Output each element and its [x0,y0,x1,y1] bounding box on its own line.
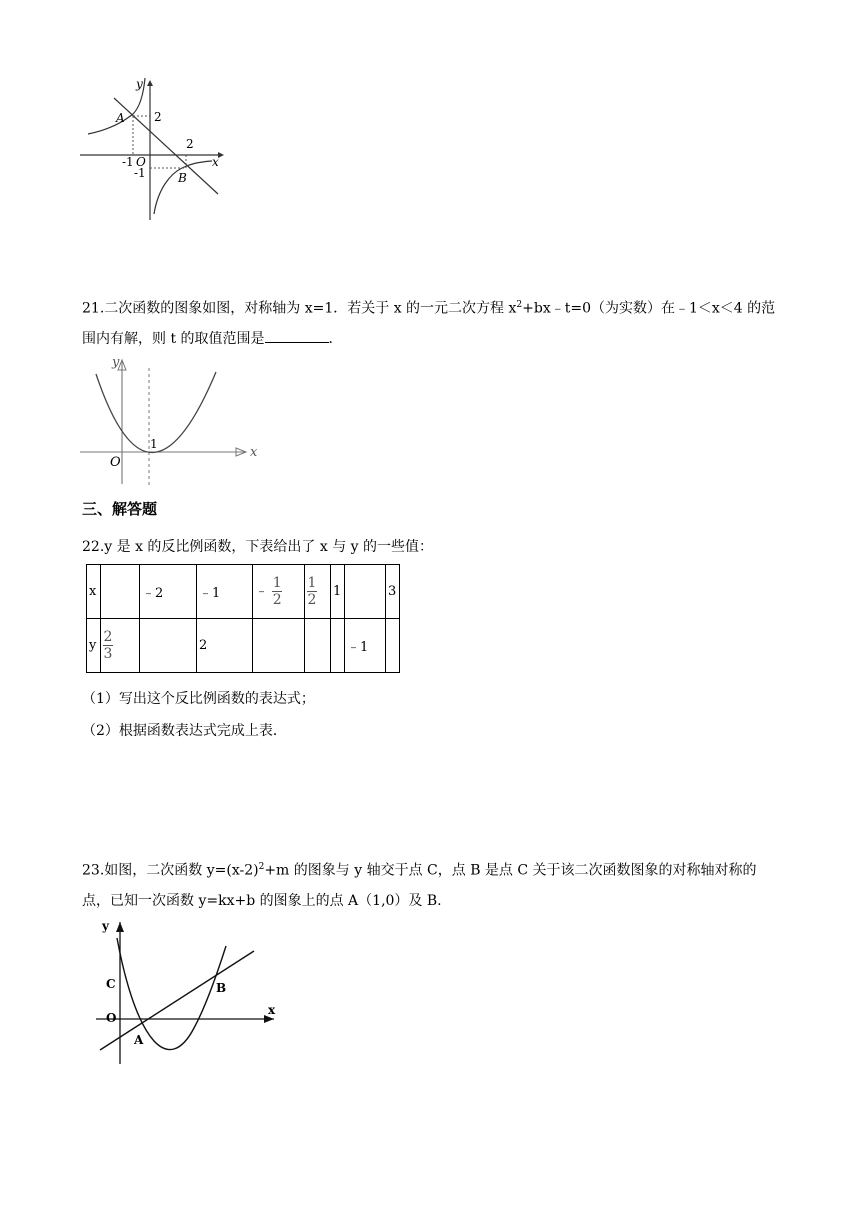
point-b-label: B [178,171,187,185]
cell-y-4[interactable] [253,619,305,673]
origin-label: O [106,1011,117,1025]
figure-parabola-q21 [78,352,268,492]
question-22-intro: 22.y 是 x 的反比例函数，下表给出了 x 与 y 的一些值： [82,539,434,555]
cell-y-3: 2 [197,619,253,673]
row-x-label: x [87,565,101,619]
row-y-label [87,619,101,673]
cell-y-6[interactable] [331,619,345,673]
y-axis-arrow [116,922,124,932]
fraction-num: 2 [103,629,113,645]
point-c-label: C [106,977,116,991]
figure-hyperbola-line [78,74,228,222]
question-21 [82,290,782,354]
cell-x-7[interactable] [345,565,386,619]
x-axis-label: x [212,155,219,169]
fraction-den: 2 [272,592,282,608]
cell-x-4 [253,565,305,619]
tick-2-x: 2 [186,137,194,151]
fraction-den: 3 [103,646,113,662]
tick-2-y: 2 [154,110,162,124]
q22-item-2: （2）根据函数表达式完成上表． [82,723,287,739]
fraction-one-half [272,576,282,607]
tick-1-label: 1 [150,437,158,451]
x-axis-label: x [268,1003,276,1017]
q22-item-1: （1）写出这个反比例函数的表达式； [82,691,315,707]
q21-text-3: ． [328,330,343,347]
q23-sup: 2 [258,862,265,872]
y-axis-label: y [112,355,120,370]
q23-text-2: +m 的图象与 y 轴交于点 C，点 B 是点 C 关于该二次函数图象的对称轴对称的点，已知一次函数 y=kx+b 的图象上的点 A（1,0）及 B. [82,862,757,909]
cell-y-2[interactable] [140,619,197,673]
point-a-label: A [134,1033,144,1047]
cell-y-8[interactable] [386,619,400,673]
origin-label: O [136,155,146,169]
tick-neg1-y: -1 [134,166,146,180]
point-a-label: A [116,111,125,125]
table-row-y [87,619,400,673]
x-axis-label: x [250,445,258,460]
q21-answer-blank[interactable] [265,328,329,343]
fraction-num: 1 [307,575,317,591]
y-axis-label: y [102,919,109,933]
y-axis-label: y [136,77,143,91]
cell-y-5[interactable] [305,619,331,673]
table-row-x [87,565,400,619]
question-23 [82,852,782,916]
cell-x-6: 1 [331,565,345,619]
minus-sign: ﹣ [255,584,269,599]
point-b-label: B [216,981,227,995]
section-heading: 三、解答题 [82,500,158,518]
fraction-two-thirds [103,630,113,661]
fraction-one-half [307,576,317,607]
fraction-den: 2 [307,592,317,608]
cell-x-2: ﹣2 [140,565,197,619]
xy-values-table [86,564,400,673]
cell-y-1 [101,619,140,673]
fraction-num: 1 [272,575,282,591]
cell-x-1[interactable] [101,565,140,619]
q21-sup: 2 [516,300,523,310]
q21-text-2: +bx﹣t=0（为实数）在﹣1＜x＜4 的范围内有解，则 t 的取值范围是 [82,300,776,347]
origin-label: O [110,455,121,470]
cell-x-5 [305,565,331,619]
straight-line [114,98,218,194]
cell-x-8: 3 [386,565,400,619]
q23-text-1: 23.如图，二次函数 y=(x-2) [82,862,259,879]
cell-y-7: ﹣1 [345,619,386,673]
row-y-label-text: y [89,638,97,653]
cell-x-3: ﹣1 [197,565,253,619]
x-axis-arrow [218,152,224,158]
hyperbola-right-branch [154,161,212,214]
q21-text-1: 21.二次函数的图象如图，对称轴为 x=1．若关于 x 的一元二次方程 x [82,300,517,317]
figure-parabola-line-q23 [96,916,286,1068]
y-axis-arrow [147,80,153,86]
tick-neg1-x: -1 [122,155,134,169]
